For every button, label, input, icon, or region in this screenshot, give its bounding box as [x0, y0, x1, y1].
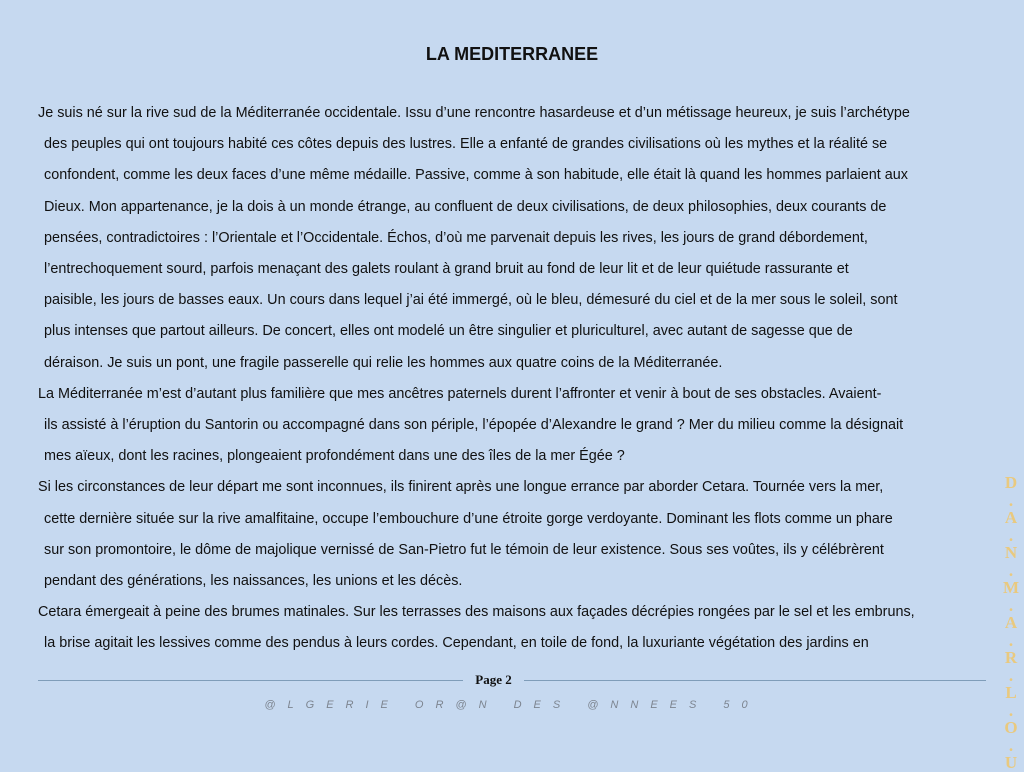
page-number: Page 2: [475, 672, 512, 687]
side-watermark-glyph: .: [1008, 700, 1014, 720]
side-watermark-glyph: .: [1008, 490, 1014, 510]
paragraph-1: [38, 98, 984, 379]
text-line: confondent, comme les deux faces d’une même médaille. Passive, comme à son habitude, elle était là quand les hommes parlaient aux: [44, 167, 908, 184]
text-line: pendant des générations, les naissances, les unions et les décès.: [44, 573, 463, 590]
text-line: Si les circonstances de leur départ me sont inconnues, ils finirent après une longue errance par aborder Cetara. Tournée vers la mer,: [38, 479, 884, 496]
text-line: sur son promontoire, le dôme de majolique vernissé de San-Pietro fut le témoin de leur existence. Sous ses voûtes, ils y célébrèrent: [44, 541, 884, 558]
text-line: Cetara émergeait à peine des brumes matinales. Sur les terrasses des maisons aux façades décrépies rongées par le sel et les embruns,: [38, 604, 915, 621]
side-watermark-glyph: A: [1004, 508, 1018, 527]
side-watermark-glyph: .: [1008, 525, 1014, 545]
side-watermark-glyph: R: [1004, 648, 1018, 667]
side-watermark-glyph: U: [1004, 753, 1018, 772]
paragraph-4: [38, 597, 984, 659]
text-line: paisible, les jours de basses eaux. Un cours dans lequel j’ai été immergé, où le bleu, démesuré du ciel et de la mer sous le soleil, sont: [44, 292, 898, 309]
text-line: déraison. Je suis un pont, une fragile passerelle qui relie les hommes aux quatre coins de la Méditerranée.: [44, 354, 723, 371]
side-watermark-glyph: M: [1002, 578, 1020, 597]
page-title: LA MEDITERRANEE: [425, 44, 599, 64]
side-watermark: [1000, 474, 1022, 772]
text-line: plus intenses que partout ailleurs. De concert, elles ont modelé un être singulier et pluriculturel, avec autant de sagesse que de: [44, 323, 853, 340]
text-line: des peuples qui ont toujours habité ces côtes depuis des lustres. Elle a enfanté de grandes civilisations où les mythes et la réalité se: [44, 136, 888, 153]
footer-text: @LGERIE OR@N DES @NNEES 50: [264, 699, 760, 711]
paragraph-3: [38, 472, 984, 597]
text-line: La Méditerranée m’est d’autant plus familière que mes ancêtres paternels durent l’affronter et venir à bout de ses obstacles. Avaient-: [38, 385, 882, 402]
footer-divider-right: [524, 680, 986, 681]
text-line: Je suis né sur la rive sud de la Méditerranée occidentale. Issu d’une rencontre hasardeuse et d’un métissage heureux, je suis l’archétype: [38, 105, 910, 121]
side-watermark-glyph: .: [1008, 595, 1014, 615]
side-watermark-glyph: .: [1008, 560, 1014, 580]
side-watermark-glyph: .: [1008, 735, 1014, 755]
paragraph-2: [38, 379, 984, 473]
footer-divider-left: [38, 680, 463, 681]
side-watermark-glyph: A: [1004, 613, 1018, 632]
side-watermark-glyph: .: [1008, 665, 1014, 685]
side-watermark-glyph: N: [1004, 543, 1018, 562]
side-watermark-glyph: .: [1008, 630, 1014, 650]
text-line: pensées, contradictoires : l’Orientale et l’Occidentale. Échos, d’où me parvenait depuis les rives, les jours de grand débordement,: [44, 229, 868, 246]
text-line: Dieux. Mon appartenance, je la dois à un monde étrange, au confluent de deux civilisations, de deux philosophies, deux courants de: [44, 198, 887, 215]
side-watermark-glyph: O: [1004, 718, 1018, 737]
text-line: ils assisté à l’éruption du Santorin ou accompagné dans son périple, l’épopée d’Alexandre le grand ? Mer du milieu comme la désignait: [44, 417, 904, 434]
side-watermark-glyph: D: [1004, 473, 1018, 492]
text-line: mes aïeux, dont les racines, plongeaient profondément dans une des îles de la mer Égée ?: [44, 448, 625, 465]
text-line: cette dernière située sur la rive amalfitaine, occupe l’embouchure d’une étroite gorge verdoyante. Dominant les flots comme un phare: [44, 510, 893, 527]
body-text: [38, 98, 984, 660]
text-line: l’entrechoquement sourd, parfois menaçant des galets roulant à grand bruit au fond de leur lit et de leur quiétude rassurante et: [44, 261, 849, 278]
side-watermark-glyph: L: [1005, 683, 1017, 702]
text-line: la brise agitait les lessives comme des pendus à leurs cordes. Cependant, en toile de fond, la luxuriante végétation des jardins en: [44, 635, 869, 652]
